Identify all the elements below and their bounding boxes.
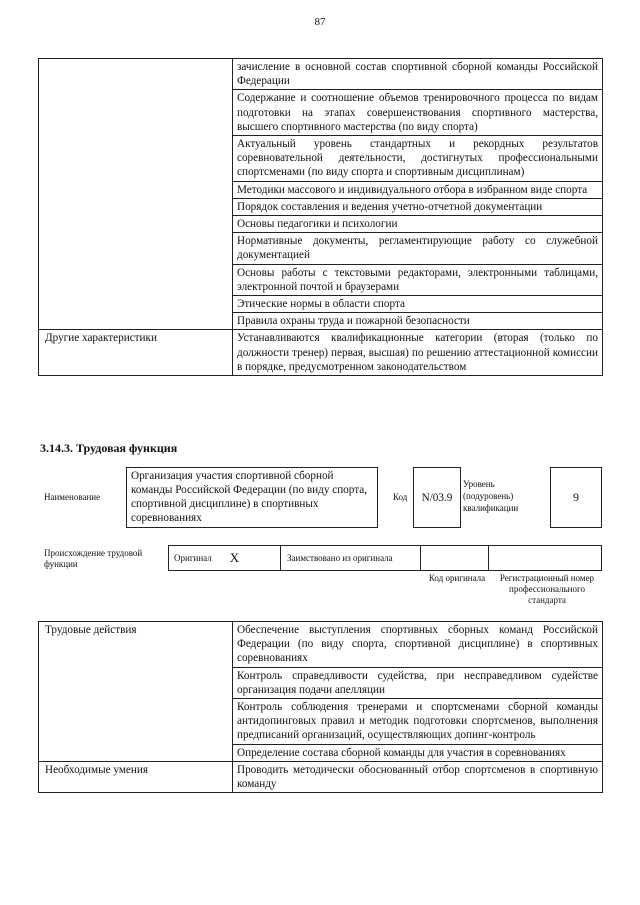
- labor-action-item: Определение состава сборной команды для участия в соревнованиях: [233, 744, 603, 761]
- labor-actions-label: Трудовые действия: [39, 622, 233, 762]
- requirement-item: Содержание и соотношение объемов тренировочного процесса по видам подготовки на этапах совершенствования спортивного мастерства, высшего спортивного мастерства (по виду спорта): [233, 90, 603, 136]
- original-mark: X: [229, 550, 240, 565]
- requirement-item: Нормативные документы, регламентирующие работу со служебной документацией: [233, 233, 603, 264]
- other-characteristics-label: Другие характеристики: [39, 330, 233, 376]
- borrowed-label: Заимствовано из оригинала: [281, 546, 421, 570]
- other-characteristics-text: Устанавливаются квалификационные категории (вторая (только по должности тренер) первая, высшая) по решению аттестационной комиссии в порядке, предусмотренном законодательством: [233, 330, 603, 376]
- requirement-item: Методики массового и индивидуального отбора в избранном виде спорта: [233, 181, 603, 198]
- origin-label: Происхождение трудовой функции: [44, 548, 143, 569]
- registration-number-caption: Регистрационный номер профессионального стандарта: [499, 573, 595, 605]
- table-row: [39, 622, 603, 668]
- requirement-item: Этические нормы в области спорта: [233, 296, 603, 313]
- table-row: [39, 330, 603, 376]
- origin-row: [168, 545, 602, 571]
- original-code-caption: Код оригинала: [428, 573, 486, 583]
- requirement-item: Правила охраны труда и пожарной безопасности: [233, 313, 603, 330]
- original-code-cell: [421, 546, 489, 570]
- name-label: Наименование: [44, 492, 101, 502]
- code-value-box: N/03.9: [413, 467, 461, 528]
- requirement-item: Порядок составления и ведения учетно-отчетной документации: [233, 198, 603, 215]
- labor-action-item: Контроль соблюдения тренерами и спортсменами сборной команды антидопинговых правил и методик подготовки спортсменов, выполнения предписаний организаций, осуществляющих допинг-контроль: [233, 699, 603, 745]
- original-label: Оригинал: [174, 553, 212, 563]
- labor-actions-table: [38, 621, 603, 793]
- table-cell-empty: [39, 59, 233, 330]
- required-skill-item: Проводить методически обоснованный отбор спортсменов в спортивную команду: [233, 761, 603, 792]
- table-row: [39, 761, 603, 792]
- page-number: 87: [314, 16, 326, 28]
- requirement-item: Основы работы с текстовыми редакторами, электронными таблицами, электронной почтой и браузерами: [233, 264, 603, 295]
- original-cell: [169, 546, 281, 570]
- function-name-box: Организация участия спортивной сборной команды Российской Федерации (по виду спорта, спортивной дисциплине) в спортивных соревнованиях: [126, 467, 378, 528]
- knowledge-table: [38, 58, 603, 376]
- requirement-item: зачисление в основной состав спортивной сборной команды Российской Федерации: [233, 59, 603, 90]
- qualification-level-box: 9: [550, 467, 602, 528]
- code-label: Код: [393, 492, 408, 502]
- requirement-item: Актуальный уровень стандартных и рекордных результатов соревновательной деятельности, достигнутых профессиональными спортсменами (по виду спорта и спортивным дисциплинам): [233, 136, 603, 182]
- section-heading: 3.14.3. Трудовая функция: [40, 441, 178, 455]
- qualification-level-label: Уровень (подуровень) квалификации: [463, 479, 519, 513]
- labor-action-item: Обеспечение выступления спортивных сборных команд Российской Федерации (по виду спорта, спортивной дисциплине) в спортивных соревнованиях: [233, 622, 603, 668]
- required-skills-label: Необходимые умения: [39, 761, 233, 792]
- labor-action-item: Контроль справедливости судейства, при несправедливом судействе организация подачи апелляции: [233, 667, 603, 698]
- requirement-item: Основы педагогики и психологии: [233, 216, 603, 233]
- table-row: [39, 59, 603, 90]
